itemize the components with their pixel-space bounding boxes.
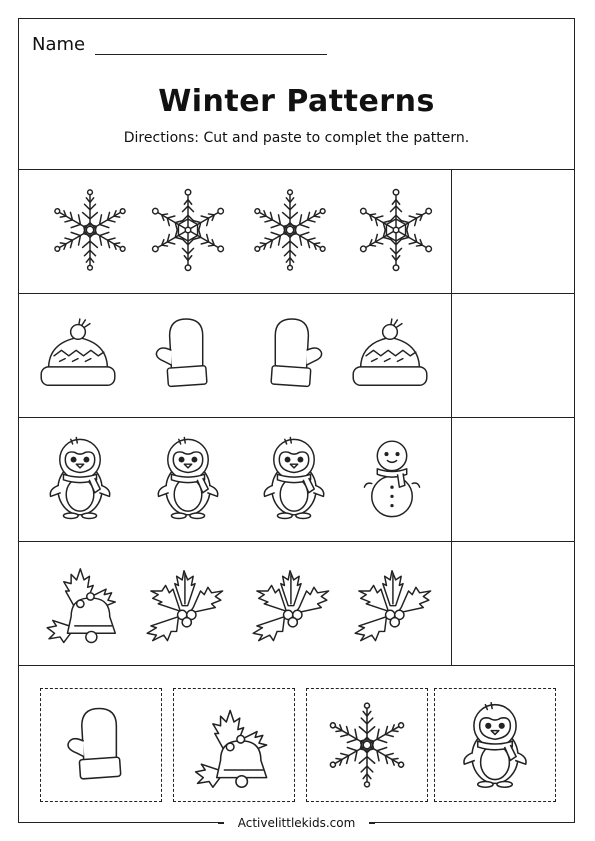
penguin-icon [138, 426, 238, 530]
answer-box[interactable] [452, 542, 574, 666]
answer-box[interactable] [452, 170, 574, 293]
snowflake-icon [240, 178, 340, 282]
snowman-icon [342, 426, 442, 530]
snowflake-round-icon [138, 178, 238, 282]
snowflake-round-icon [346, 178, 446, 282]
name-label: Name [32, 34, 86, 55]
penguin-icon [244, 426, 344, 530]
name-row [32, 34, 327, 55]
pattern-row-snowflakes [18, 170, 575, 294]
cutout-pieces [18, 666, 575, 823]
snowflake-icon [319, 697, 415, 793]
footer-site-link[interactable]: Activelittlekids.com [224, 816, 370, 830]
penguin-icon [447, 697, 543, 793]
name-write-line[interactable] [95, 36, 327, 55]
christmas-bell-icon [186, 697, 282, 793]
pattern-row-hats-mittens [18, 294, 575, 418]
page-title: Winter Patterns [158, 84, 435, 119]
pattern-grid [18, 170, 575, 666]
worksheet-header [18, 18, 575, 170]
cutout-penguin[interactable] [434, 688, 556, 802]
mitten-icon [138, 302, 238, 406]
answer-box[interactable] [452, 418, 574, 541]
pattern-row-penguins [18, 418, 575, 542]
holly-icon [342, 550, 442, 654]
holly-icon [240, 550, 340, 654]
directions-text: Directions: Cut and paste to complet the pattern. [123, 130, 470, 146]
pattern-row-holly [18, 542, 575, 666]
cutout-mitten[interactable] [40, 688, 162, 802]
snowflake-icon [40, 178, 140, 282]
winter-hat-icon [340, 302, 440, 406]
holly-icon [134, 550, 234, 654]
answer-box[interactable] [452, 294, 574, 417]
footer-rule [369, 823, 375, 824]
cutout-snowflake[interactable] [306, 688, 428, 802]
penguin-icon [30, 426, 130, 530]
christmas-bell-icon [34, 550, 134, 654]
footer [18, 812, 575, 834]
mitten-icon [240, 302, 340, 406]
cutout-bell[interactable] [173, 688, 295, 802]
winter-hat-icon [28, 302, 128, 406]
mitten-icon [53, 697, 149, 793]
